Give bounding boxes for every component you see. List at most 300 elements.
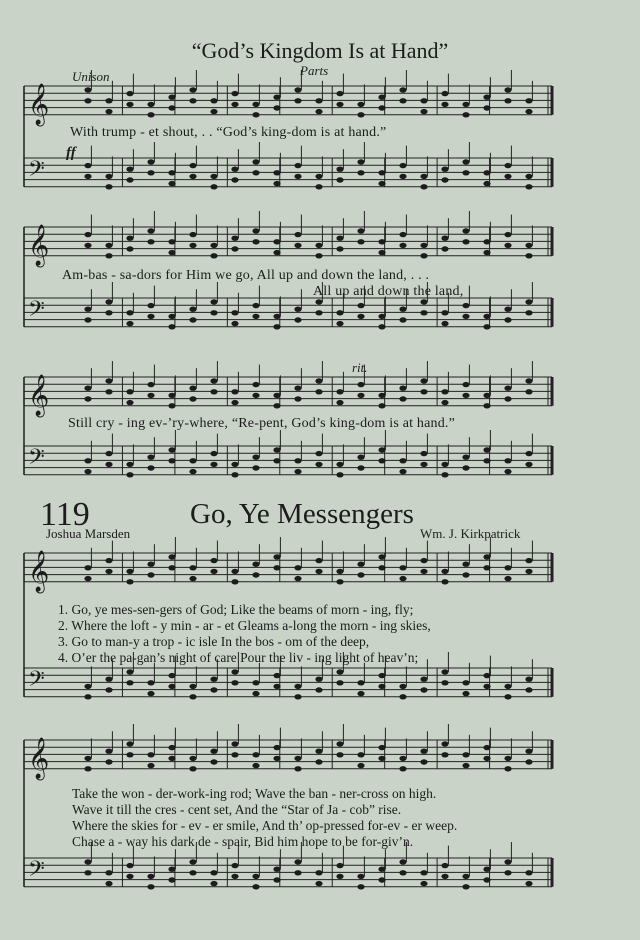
hymn-title-gods-kingdom: “God’s Kingdom Is at Hand” [191, 38, 449, 63]
note-head [231, 102, 238, 107]
note-head [378, 565, 385, 570]
note-head [420, 558, 427, 563]
note-head [315, 451, 322, 456]
note-head [336, 91, 343, 96]
note-head [210, 389, 217, 394]
note-head [483, 756, 490, 761]
note-head [420, 870, 427, 875]
note-head [399, 87, 406, 92]
note-head [462, 874, 469, 879]
note-head [252, 691, 259, 696]
note-head [252, 228, 259, 233]
lyric-line-1: With trump - et shout, . . “God’s king-dom is at hand.” [70, 125, 387, 140]
note-head [252, 159, 259, 164]
verse-line-4b: Chase a - way his dark de - spair, Bid him hope to be for-giv’n. [72, 834, 414, 849]
note-head [84, 87, 91, 92]
note-head [231, 310, 238, 315]
note-head [441, 752, 448, 757]
note-head [294, 98, 301, 103]
note-head [168, 403, 175, 408]
note-head [336, 167, 343, 172]
note-head [315, 881, 322, 886]
note-head [315, 462, 322, 467]
note-head [168, 95, 175, 100]
note-head [378, 877, 385, 882]
lyric-line-3: Still cry - ing ev-’ry-where, “Re-pent, God’s king-dom is at hand.” [68, 416, 456, 431]
note-head [294, 684, 301, 689]
note-head [525, 98, 532, 103]
note-head [294, 756, 301, 761]
note-head [252, 680, 259, 685]
note-head [210, 109, 217, 114]
note-head [357, 572, 364, 577]
note-head [504, 469, 511, 474]
note-head [441, 91, 448, 96]
note-head [168, 458, 175, 463]
note-head [399, 565, 406, 570]
note-head [147, 393, 154, 398]
note-head [252, 393, 259, 398]
note-head [105, 378, 112, 383]
note-head [84, 307, 91, 312]
note-head [315, 677, 322, 682]
note-head [441, 472, 448, 477]
note-head [105, 174, 112, 179]
note-head [252, 239, 259, 244]
note-head [483, 181, 490, 186]
note-head [378, 314, 385, 319]
note-head [525, 243, 532, 248]
note-head [378, 756, 385, 761]
note-head [84, 243, 91, 248]
note-head [378, 554, 385, 559]
verse-line-4a: 4. O’er the pa-gan’s night of care Pour the liv - ing light of heav’n; [58, 650, 419, 665]
treble-clef-icon: 𝄞 [28, 375, 50, 416]
note-head [504, 756, 511, 761]
note-head [294, 694, 301, 699]
note-head [210, 677, 217, 682]
note-head [462, 562, 469, 567]
note-head [336, 177, 343, 182]
note-head [189, 243, 196, 248]
note-head [252, 572, 259, 577]
note-head [126, 752, 133, 757]
note-head [378, 745, 385, 750]
note-head [378, 105, 385, 110]
note-head [378, 684, 385, 689]
note-head [84, 386, 91, 391]
note-head [315, 243, 322, 248]
note-head [252, 874, 259, 879]
note-head [504, 396, 511, 401]
note-head [441, 400, 448, 405]
note-head [441, 863, 448, 868]
note-head [378, 324, 385, 329]
note-head [315, 378, 322, 383]
note-head [294, 766, 301, 771]
note-head [378, 239, 385, 244]
note-head [315, 310, 322, 315]
note-head [273, 554, 280, 559]
note-head [105, 451, 112, 456]
note-head [294, 870, 301, 875]
note-head [189, 386, 196, 391]
bass-clef-icon: 𝄢 [28, 157, 45, 187]
note-head [336, 752, 343, 757]
note-head [252, 382, 259, 387]
fortissimo-marking: ff [66, 145, 76, 161]
note-head [336, 680, 343, 685]
note-head [420, 310, 427, 315]
note-head [147, 314, 154, 319]
note-head [378, 867, 385, 872]
note-head [189, 163, 196, 168]
note-head [315, 687, 322, 692]
note-head [273, 756, 280, 761]
note-head [315, 870, 322, 875]
note-head [336, 246, 343, 251]
note-head [525, 569, 532, 574]
note-head [525, 310, 532, 315]
note-head [525, 389, 532, 394]
note-head [525, 870, 532, 875]
note-head [273, 447, 280, 452]
note-head [483, 554, 490, 559]
note-head [147, 691, 154, 696]
note-head [231, 462, 238, 467]
note-head [105, 253, 112, 258]
note-head [294, 87, 301, 92]
note-head [294, 396, 301, 401]
note-head [399, 386, 406, 391]
note-head [357, 159, 364, 164]
note-head [168, 105, 175, 110]
note-head [168, 867, 175, 872]
note-head [147, 112, 154, 117]
note-head [252, 314, 259, 319]
note-head [168, 447, 175, 452]
note-head [336, 579, 343, 584]
note-head [399, 163, 406, 168]
note-head [504, 232, 511, 237]
note-head [399, 458, 406, 463]
note-head [336, 472, 343, 477]
note-head [147, 572, 154, 577]
note-head [231, 874, 238, 879]
note-head [294, 576, 301, 581]
note-head [105, 687, 112, 692]
note-head [189, 684, 196, 689]
note-head [525, 109, 532, 114]
note-head [504, 859, 511, 864]
note-head [189, 174, 196, 179]
note-head [420, 253, 427, 258]
note-head [357, 455, 364, 460]
note-head [210, 687, 217, 692]
note-head [84, 174, 91, 179]
note-head [399, 766, 406, 771]
note-head [189, 576, 196, 581]
note-head [357, 680, 364, 685]
note-head [126, 91, 133, 96]
note-head [231, 389, 238, 394]
note-head [273, 745, 280, 750]
note-head [357, 465, 364, 470]
note-head [84, 469, 91, 474]
note-head [231, 246, 238, 251]
note-head [273, 458, 280, 463]
note-head [84, 756, 91, 761]
note-head [168, 324, 175, 329]
note-head [357, 884, 364, 889]
note-head [357, 752, 364, 757]
note-head [483, 105, 490, 110]
note-head [336, 310, 343, 315]
note-head [420, 109, 427, 114]
note-head [399, 469, 406, 474]
note-head [147, 239, 154, 244]
note-head [483, 745, 490, 750]
note-head [252, 884, 259, 889]
note-head [399, 174, 406, 179]
unison-marking: Unison [72, 69, 110, 84]
note-head [420, 462, 427, 467]
note-head [231, 569, 238, 574]
note-head [525, 299, 532, 304]
note-head [441, 102, 448, 107]
note-head [189, 307, 196, 312]
note-head [273, 314, 280, 319]
verse-line-1a: 1. Go, ye mes-sen-gers of God; Like the beams of morn - ing, fly; [58, 602, 414, 617]
note-head [462, 465, 469, 470]
note-head [189, 469, 196, 474]
note-head [441, 462, 448, 467]
note-head [168, 181, 175, 186]
note-head [504, 576, 511, 581]
note-head [168, 673, 175, 678]
note-head [126, 400, 133, 405]
note-head [252, 112, 259, 117]
lyric-line-2-alto: All up and down the land, [313, 284, 464, 299]
note-head [525, 378, 532, 383]
note-head [210, 759, 217, 764]
note-head [189, 756, 196, 761]
note-head [483, 393, 490, 398]
note-head [483, 447, 490, 452]
note-head [126, 669, 133, 674]
note-head [105, 310, 112, 315]
note-head [231, 579, 238, 584]
note-head [336, 569, 343, 574]
note-head [315, 749, 322, 754]
note-head [105, 881, 112, 886]
note-head [315, 109, 322, 114]
note-head [210, 569, 217, 574]
note-head [504, 243, 511, 248]
note-head [147, 102, 154, 107]
note-head [525, 558, 532, 563]
verse-line-3b: Where the skies for - ev - er smile, And th’ op-pressed for-ev - er weep. [72, 818, 458, 833]
note-head [189, 396, 196, 401]
note-head [126, 102, 133, 107]
treble-clef-icon: 𝄞 [28, 551, 50, 592]
note-head [441, 669, 448, 674]
note-head [294, 232, 301, 237]
note-head [504, 458, 511, 463]
note-head [420, 243, 427, 248]
note-head [273, 250, 280, 255]
note-head [378, 458, 385, 463]
note-head [399, 684, 406, 689]
note-head [336, 321, 343, 326]
note-head [126, 462, 133, 467]
note-head [420, 677, 427, 682]
note-head [84, 163, 91, 168]
note-head [525, 677, 532, 682]
note-head [147, 763, 154, 768]
note-head [462, 102, 469, 107]
note-head [105, 109, 112, 114]
note-head [420, 687, 427, 692]
note-head [189, 694, 196, 699]
note-head [273, 673, 280, 678]
note-head [105, 558, 112, 563]
note-head [483, 170, 490, 175]
note-head [399, 98, 406, 103]
verse-line-2a: 2. Where the loft - y min - ar - et Gleams a-long the morn - ing skies, [58, 618, 431, 633]
note-head [483, 95, 490, 100]
note-head [483, 458, 490, 463]
note-head [294, 317, 301, 322]
note-head [315, 759, 322, 764]
verse-line-2b: Wave it till the cres - cent set, And the “Star of Ja - cob” rise. [72, 802, 402, 817]
note-head [441, 680, 448, 685]
note-head [147, 752, 154, 757]
note-head [504, 98, 511, 103]
note-head [147, 170, 154, 175]
hymn-title-go-ye-messengers: Go, Ye Messengers [190, 498, 414, 530]
music-author: Wm. J. Kirkpatrick [420, 526, 521, 541]
note-head [168, 393, 175, 398]
note-head [504, 317, 511, 322]
note-head [84, 396, 91, 401]
note-head [105, 389, 112, 394]
note-head [168, 250, 175, 255]
note-head [126, 389, 133, 394]
note-head [147, 680, 154, 685]
note-head [525, 184, 532, 189]
note-head [378, 403, 385, 408]
note-head [231, 863, 238, 868]
note-head [462, 170, 469, 175]
note-head [525, 881, 532, 886]
bass-clef-icon: 𝄢 [28, 297, 45, 327]
note-head [525, 253, 532, 258]
note-head [168, 314, 175, 319]
note-head [252, 303, 259, 308]
note-head [483, 314, 490, 319]
note-head [483, 324, 490, 329]
note-head [168, 239, 175, 244]
note-head [105, 870, 112, 875]
note-head [105, 677, 112, 682]
note-head [504, 684, 511, 689]
note-head [210, 870, 217, 875]
note-head [462, 763, 469, 768]
note-head [357, 228, 364, 233]
note-head [483, 250, 490, 255]
note-head [336, 874, 343, 879]
note-head [147, 562, 154, 567]
treble-clef-icon: 𝄞 [28, 738, 50, 779]
note-head [420, 378, 427, 383]
note-head [462, 382, 469, 387]
note-head [315, 569, 322, 574]
note-head [420, 184, 427, 189]
note-head [147, 382, 154, 387]
note-head [252, 562, 259, 567]
note-head [84, 684, 91, 689]
note-head [126, 236, 133, 241]
note-head [231, 472, 238, 477]
note-head [84, 576, 91, 581]
note-head [273, 403, 280, 408]
note-head [84, 458, 91, 463]
note-head [525, 759, 532, 764]
note-head [357, 170, 364, 175]
note-head [126, 579, 133, 584]
note-head [210, 243, 217, 248]
note-head [189, 458, 196, 463]
note-head [273, 877, 280, 882]
note-head [504, 307, 511, 312]
note-head [420, 759, 427, 764]
note-head [294, 458, 301, 463]
note-head [441, 579, 448, 584]
note-head [231, 321, 238, 326]
note-head [504, 386, 511, 391]
note-head [483, 403, 490, 408]
note-head [126, 177, 133, 182]
note-head [315, 184, 322, 189]
note-head [168, 756, 175, 761]
note-head [315, 98, 322, 103]
note-head [462, 112, 469, 117]
note-head [126, 874, 133, 879]
note-head [399, 317, 406, 322]
note-head [189, 870, 196, 875]
note-head [441, 741, 448, 746]
note-head [210, 253, 217, 258]
note-head [441, 236, 448, 241]
note-head [252, 465, 259, 470]
note-head [441, 177, 448, 182]
note-head [504, 766, 511, 771]
note-head [105, 749, 112, 754]
note-head [84, 98, 91, 103]
note-head [441, 246, 448, 251]
note-head [294, 174, 301, 179]
note-head [483, 877, 490, 882]
note-head [210, 174, 217, 179]
note-head [189, 232, 196, 237]
note-head [189, 859, 196, 864]
note-head [336, 102, 343, 107]
note-head [399, 396, 406, 401]
note-head [210, 462, 217, 467]
note-head [462, 752, 469, 757]
note-head [357, 562, 364, 567]
